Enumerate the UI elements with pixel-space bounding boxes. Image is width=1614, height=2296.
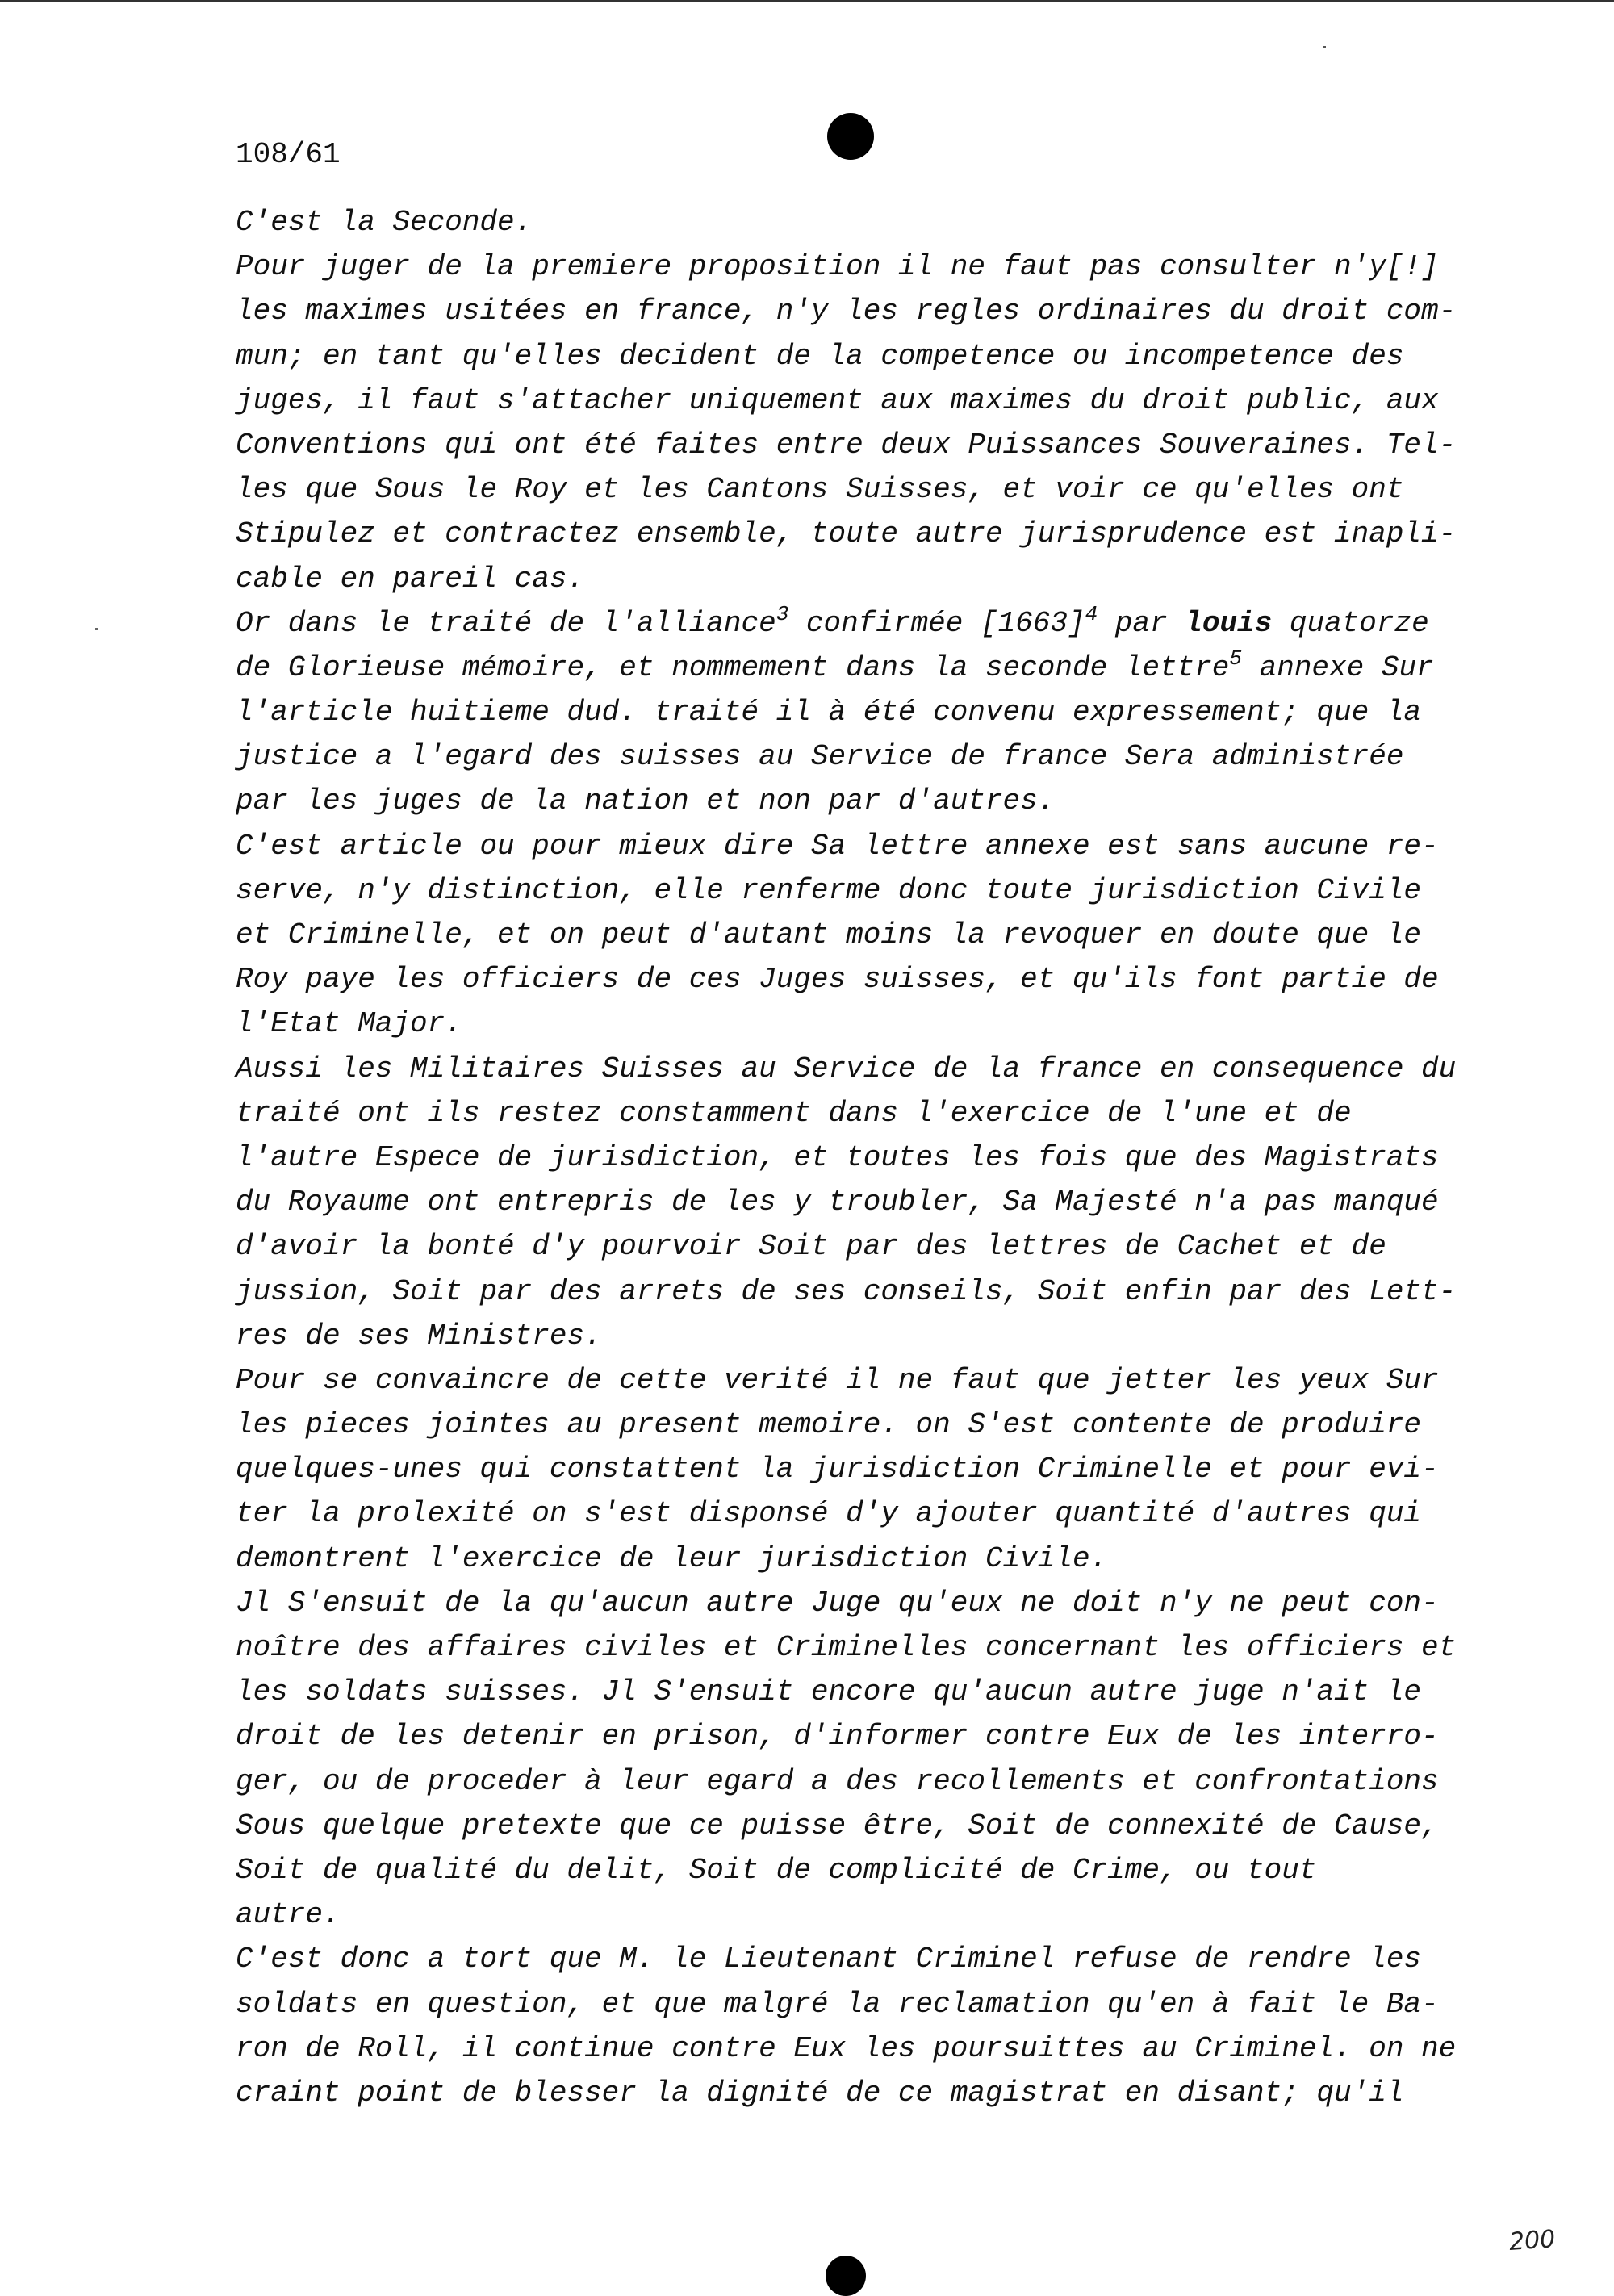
text-segment: quatorze bbox=[1272, 606, 1429, 640]
footnote-marker: 4 bbox=[1085, 601, 1098, 626]
binding-hole-top bbox=[827, 113, 874, 160]
footnote-marker: 5 bbox=[1229, 646, 1243, 671]
text-line: C'est la Seconde. bbox=[236, 206, 533, 239]
text-line: et Criminelle, et on peut d'autant moins la revoquer en doute que le bbox=[236, 918, 1422, 951]
scan-speck bbox=[1323, 46, 1326, 48]
text-line: demontrent l'exercice de leur jurisdiction Civile. bbox=[236, 1541, 1108, 1575]
text-line: par les juges de la nation et non par d'autres. bbox=[236, 784, 1056, 818]
folio-number: 108/61 bbox=[236, 138, 341, 171]
text-line bbox=[236, 601, 1478, 646]
text-line: les que Sous le Roy et les Cantons Suisses, et voir ce qu'elles ont bbox=[236, 473, 1404, 507]
text-line: l'article huitieme dud. traité il à été convenu expressement; que la bbox=[236, 696, 1422, 730]
text-line: Aussi les Militaires Suisses au Service de la france en consequence du bbox=[236, 1052, 1457, 1085]
text-segment: Or dans le traité de l'alliance bbox=[236, 606, 776, 640]
bold-name: louis bbox=[1185, 606, 1273, 640]
text-line: Jl S'ensuit de la qu'aucun autre Juge qu'eux ne doit n'y ne peut con- bbox=[236, 1586, 1439, 1620]
text-line: justice a l'egard des suisses au Service de france Sera administrée bbox=[236, 740, 1404, 774]
text-line: noître des affaires civiles et Criminelles concernant les officiers et bbox=[236, 1631, 1457, 1664]
text-segment: de Glorieuse mémoire, et nommement dans la seconde lettre bbox=[236, 650, 1230, 684]
text-line: mun; en tant qu'elles decident de la competence ou incompetence des bbox=[236, 339, 1404, 373]
text-line: ron de Roll, il continue contre Eux les poursuittes au Criminel. on ne bbox=[236, 2031, 1457, 2065]
text-line bbox=[236, 646, 1478, 690]
text-line: du Royaume ont entrepris de les y troubler, Sa Majesté n'a pas manqué bbox=[236, 1186, 1439, 1219]
text-segment: confirmée [1663] bbox=[788, 606, 1085, 640]
text-line: ter la prolexité on s'est disponsé d'y ajouter quantité d'autres qui bbox=[236, 1497, 1422, 1531]
page-top-edge-rule bbox=[0, 0, 1614, 2]
text-line: d'avoir la bonté d'y pourvoir Soit par des lettres de Cachet et de bbox=[236, 1230, 1386, 1264]
text-line: Soit de qualité du delit, Soit de complicité de Crime, ou tout bbox=[236, 1853, 1317, 1887]
footnote-marker: 3 bbox=[776, 601, 789, 626]
text-line: Sous quelque pretexte que ce puisse être, Soit de connexité de Cause, bbox=[236, 1809, 1439, 1842]
text-line: Roy paye les officiers de ces Juges suisses, et qu'ils font partie de bbox=[236, 963, 1439, 997]
text-line: C'est donc a tort que M. le Lieutenant Criminel refuse de rendre les bbox=[236, 1943, 1422, 1976]
binding-hole-bottom bbox=[826, 2256, 866, 2296]
text-line: cable en pareil cas. bbox=[236, 562, 585, 596]
scan-speck bbox=[95, 628, 98, 630]
archive-page-number: 200 bbox=[1507, 2225, 1557, 2256]
text-line: jussion, Soit par des arrets de ses conseils, Soit enfin par des Lett- bbox=[236, 1274, 1457, 1308]
text-line: juges, il faut s'attacher uniquement aux maximes du droit public, aux bbox=[236, 383, 1439, 417]
text-line: autre. bbox=[236, 1898, 341, 1932]
text-line: l'Etat Major. bbox=[236, 1007, 462, 1041]
text-line: traité ont ils restez constamment dans l'exercice de l'une et de bbox=[236, 1096, 1352, 1130]
text-line: les soldats suisses. Jl S'ensuit encore qu'aucun autre juge n'ait le bbox=[236, 1675, 1422, 1709]
text-line: C'est article ou pour mieux dire Sa lettre annexe est sans aucune re- bbox=[236, 829, 1439, 863]
text-line: ger, ou de proceder à leur egard a des recollements et confrontations bbox=[236, 1764, 1439, 1798]
text-line: Pour juger de la premiere proposition il ne faut pas consulter n'y[!] bbox=[236, 250, 1439, 284]
text-line: serve, n'y distinction, elle renferme donc toute jurisdiction Civile bbox=[236, 873, 1422, 907]
text-line: les pieces jointes au present memoire. on S'est contente de produire bbox=[236, 1408, 1422, 1442]
text-segment: annexe Sur bbox=[1242, 650, 1434, 684]
text-line: Conventions qui ont été faites entre deux Puissances Souveraines. Tel- bbox=[236, 428, 1457, 462]
text-line: res de ses Ministres. bbox=[236, 1319, 602, 1353]
text-line: les maximes usitées en france, n'y les regles ordinaires du droit com- bbox=[236, 295, 1457, 328]
text-line: Stipulez et contractez ensemble, toute autre jurisprudence est inapli- bbox=[236, 517, 1457, 551]
text-line: quelques-unes qui constattent la jurisdiction Criminelle et pour evi- bbox=[236, 1453, 1439, 1487]
text-segment: par bbox=[1098, 606, 1185, 640]
text-line: craint point de blesser la dignité de ce magistrat en disant; qu'il bbox=[236, 2076, 1404, 2110]
text-line: soldats en question, et que malgré la reclamation qu'en à fait le Ba- bbox=[236, 1987, 1439, 2021]
document-body bbox=[236, 200, 1478, 2115]
text-line: droit de les detenir en prison, d'informer contre Eux de les interro- bbox=[236, 1720, 1439, 1754]
text-line: Pour se convaincre de cette verité il ne faut que jetter les yeux Sur bbox=[236, 1363, 1439, 1397]
text-line: l'autre Espece de jurisdiction, et toutes les fois que des Magistrats bbox=[236, 1140, 1439, 1174]
